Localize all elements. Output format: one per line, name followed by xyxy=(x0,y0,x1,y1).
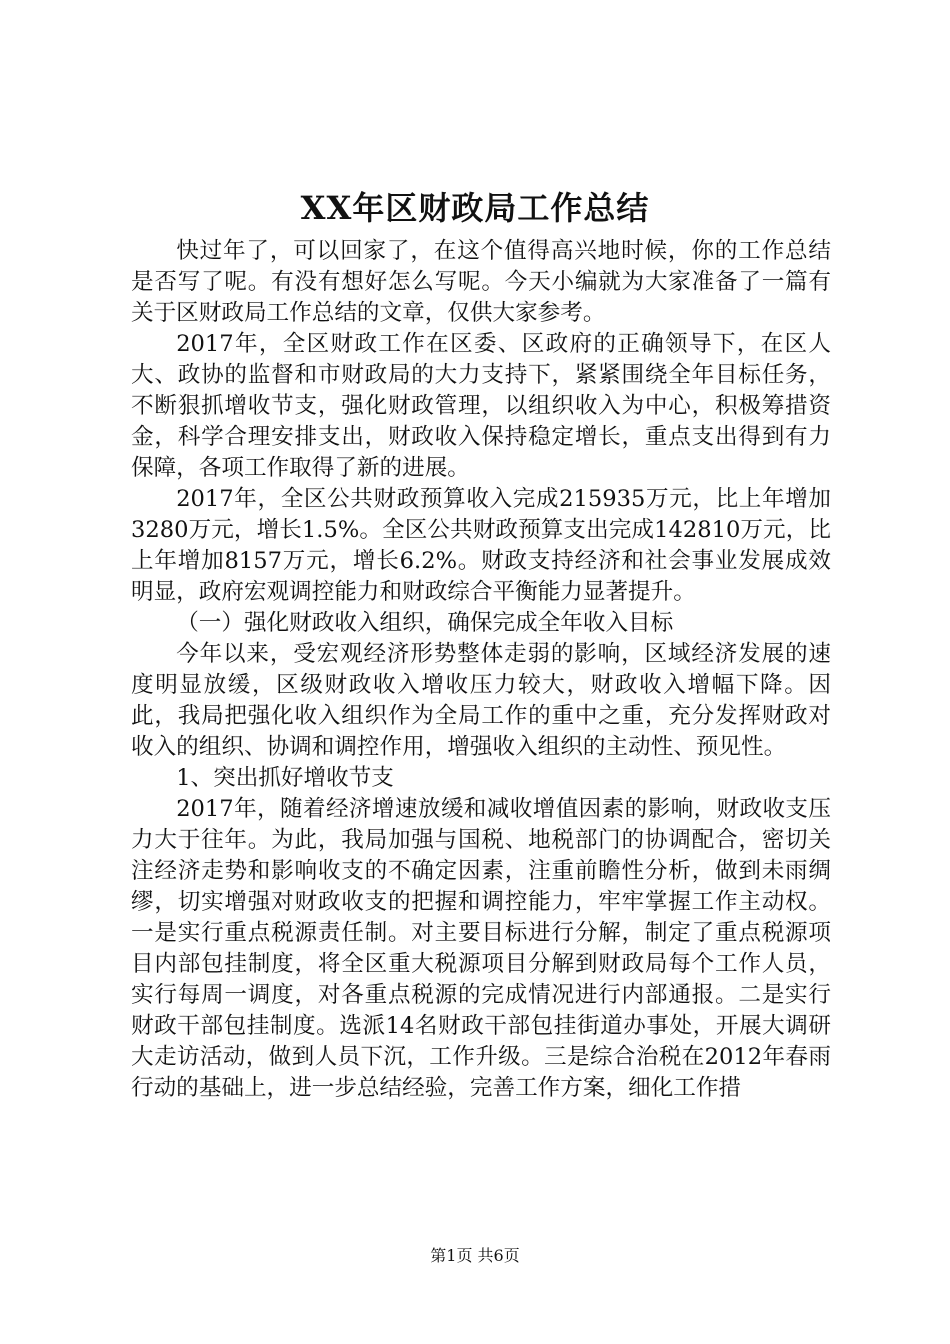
subsection-heading-1: 1、突出抓好增收节支 xyxy=(176,765,394,791)
paragraph-intro: 快过年了，可以回家了，在这个值得高兴地时候，你的工作总结是否写了呢。有没有想好怎么写呢。今天小编就为大家准备了一篇有关于区财政局工作总结的文章，仅供大家参考。 xyxy=(131,238,831,326)
section-heading-1: （一）强化财政收入组织，确保完成全年收入目标 xyxy=(176,610,674,636)
document-body xyxy=(131,236,831,1104)
paragraph-overview: 2017年，全区财政工作在区委、区政府的正确领导下，在区人大、政协的监督和市财政局的大力支持下，紧紧围绕全年目标任务，不断狠抓增收节支，强化财政管理，以组织收入为中心，积极筹措资金，科学合理安排支出，财政收入保持稳定增长，重点支出得到有力保障，各项工作取得了新的进展。 xyxy=(131,331,831,481)
page-number: 第1页 共6页 xyxy=(430,1246,520,1265)
paragraph-subsection-1: 2017年，随着经济增速放缓和减收增值因素的影响，财政收支压力大于往年。为此，我局加强与国税、地税部门的协调配合，密切关注经济走势和影响收支的不确定因素，注重前瞻性分析，做到未雨绸缪，切实增强对财政收支的把握和调控能力，牢牢掌握工作主动权。一是实行重点税源责任制。对主要目标进行分解，制定了重点税源项目内部包挂制度，将全区重大税源项目分解到财政局每个工作人员，实行每周一调度，对各重点税源的完成情况进行内部通报。二是实行财政干部包挂制度。选派14名财政干部包挂街道办事处，开展大调研大走访活动，做到人员下沉，工作升级。三是综合治税在2012年春雨行动的基础上，进一步总结经验，完善工作方案，细化工作措 xyxy=(131,796,831,1101)
paragraph-figures: 2017年，全区公共财政预算收入完成215935万元，比上年增加3280万元，增长1.5%。全区公共财政预算支出完成142810万元，比上年增加8157万元，增长6.2%。财政支持经济和社会事业发展成效明显，政府宏观调控能力和财政综合平衡能力显著提升。 xyxy=(131,486,831,605)
document-title: XX年区财政局工作总结 xyxy=(300,189,650,227)
paragraph-section-1: 今年以来，受宏观经济形势整体走弱的影响，区域经济发展的速度明显放缓，区级财政收入增收压力较大，财政收入增幅下降。因此，我局把强化收入组织作为全局工作的重中之重，充分发挥财政对收入的组织、协调和调控作用，增强收入组织的主动性、预见性。 xyxy=(131,641,831,760)
